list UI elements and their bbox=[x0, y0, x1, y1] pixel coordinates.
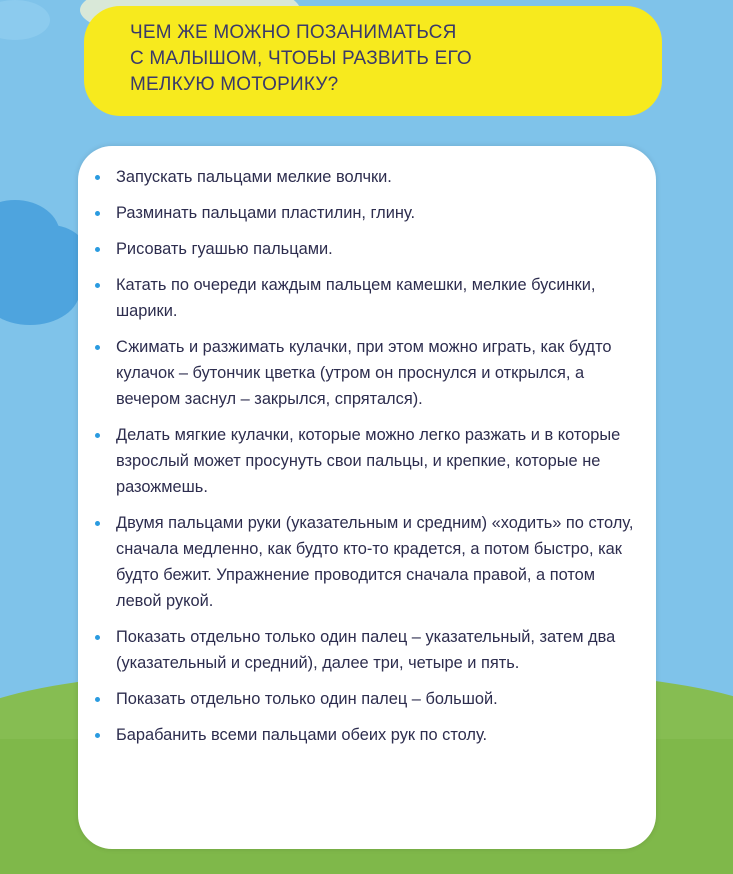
list-item bbox=[108, 334, 638, 412]
bullet-icon bbox=[95, 283, 100, 288]
bullet-icon bbox=[95, 733, 100, 738]
item-text: Сжимать и разжимать кулачки, при этом можно играть, как будто кулачок – бутончик цветка (утром он проснулся и открылся, а вечером заснул – закрылся, спрятался). bbox=[116, 338, 612, 408]
list-item bbox=[108, 686, 638, 712]
item-text: Показать отдельно только один палец – указательный, затем два (указательный и средний), далее три, четыре и пять. bbox=[116, 628, 616, 672]
item-text: Катать по очереди каждым пальцем камешки, мелкие бусинки, шарики. bbox=[116, 276, 596, 320]
bullet-icon bbox=[95, 247, 100, 252]
bullet-icon bbox=[95, 521, 100, 526]
bullet-icon bbox=[95, 433, 100, 438]
list-item bbox=[108, 624, 638, 676]
tips-list bbox=[108, 164, 638, 758]
item-text: Рисовать гуашью пальцами. bbox=[116, 240, 333, 258]
title-line-2: С МАЛЫШОМ, ЧТОБЫ РАЗВИТЬ ЕГО bbox=[130, 48, 472, 69]
list-item bbox=[108, 510, 638, 614]
item-text: Запускать пальцами мелкие волчки. bbox=[116, 168, 392, 186]
list-item bbox=[108, 200, 638, 226]
item-text: Барабанить всеми пальцами обеих рук по столу. bbox=[116, 726, 488, 744]
list-item bbox=[108, 422, 638, 500]
bullet-icon bbox=[95, 697, 100, 702]
item-text: Разминать пальцами пластилин, глину. bbox=[116, 204, 416, 222]
bullet-icon bbox=[95, 175, 100, 180]
bullet-icon bbox=[95, 211, 100, 216]
list-item bbox=[108, 236, 638, 262]
title-line-1: ЧЕМ ЖЕ МОЖНО ПОЗАНИМАТЬСЯ bbox=[130, 22, 457, 43]
item-text: Делать мягкие кулачки, которые можно легко разжать и в которые взрослый может просунуть свои пальцы, и крепкие, которые не разожмешь. bbox=[116, 426, 621, 496]
title-banner bbox=[84, 6, 662, 116]
title-line-3: МЕЛКУЮ МОТОРИКУ? bbox=[130, 74, 339, 95]
list-item bbox=[108, 722, 638, 748]
list-item bbox=[108, 272, 638, 324]
item-text: Показать отдельно только один палец – большой. bbox=[116, 690, 498, 708]
bullet-icon bbox=[95, 635, 100, 640]
list-item bbox=[108, 164, 638, 190]
item-text: Двумя пальцами руки (указательным и средним) «ходить» по столу, сначала медленно, как будто кто-то крадется, а потом быстро, как будто бежит. Упражнение проводится сначала правой, а потом левой рукой. bbox=[116, 514, 634, 610]
bullet-icon bbox=[95, 345, 100, 350]
